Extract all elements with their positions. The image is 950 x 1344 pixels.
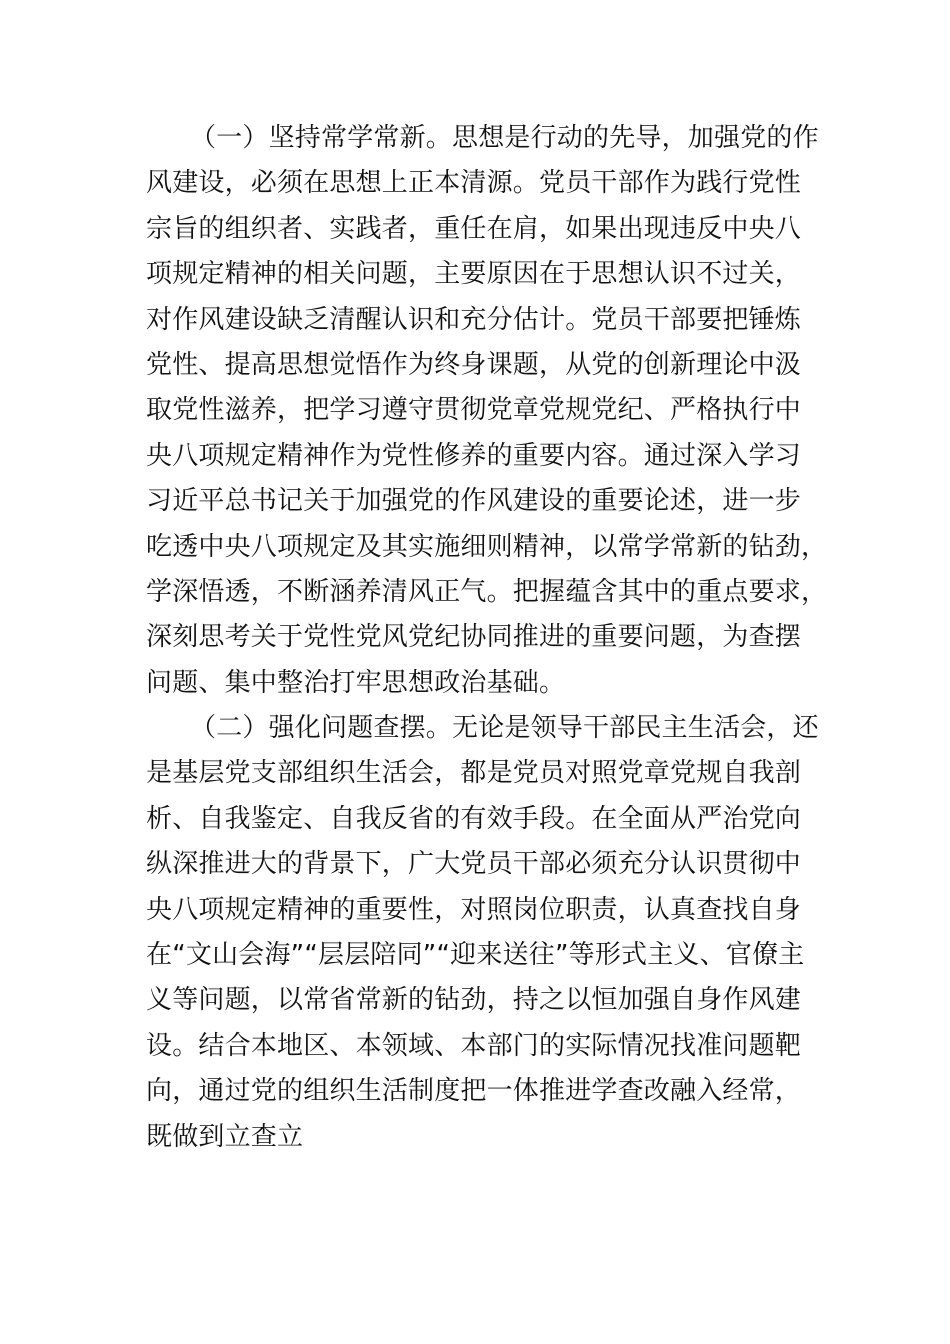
text-line: 央八项规定精神的重要性，对照岗位职责，认真查找自身 xyxy=(146,894,802,925)
text-line: 对作风建设缺乏清醒认识和充分估计。党员干部要把锤炼 xyxy=(146,304,802,335)
paragraph-2 xyxy=(146,706,819,1160)
text-line: 义等问题，以常省常新的钻劲，持之以恒加强自身作风建 xyxy=(146,985,802,1016)
text-line: 项规定精神的相关问题，主要原因在于思想认识不过关， xyxy=(146,259,802,290)
text-line: 析、自我鉴定、自我反省的有效手段。在全面从严治党向 xyxy=(146,803,802,834)
text-line: 既做到立查立 xyxy=(146,1121,304,1152)
text-line: 向，通过党的组织生活制度把一体推进学查改融入经常， xyxy=(146,1076,802,1107)
text-line: 是基层党支部组织生活会，都是党员对照党章党规自我剖 xyxy=(146,758,802,789)
text-line: 纵深推进大的背景下，广大党员干部必须充分认识贯彻中 xyxy=(146,849,802,880)
text-line: （二）强化问题查摆。无论是领导干部民主生活会，还 xyxy=(190,713,819,744)
text-line: 深刻思考关于党性党风党纪协同推进的重要问题，为查摆 xyxy=(146,622,802,653)
text-line: 吃透中央八项规定及其实施细则精神，以常学常新的钻劲， xyxy=(146,531,828,562)
text-line: 在“文山会海”“层层陪同”“迎来送往”等形式主义、官僚主 xyxy=(146,940,805,971)
paragraph-1 xyxy=(146,116,828,706)
text-line: 学深悟透，不断涵养清风正气。把握蕴含其中的重点要求， xyxy=(146,576,828,607)
text-line: 习近平总书记关于加强党的作风建设的重要论述，进一步 xyxy=(146,486,802,517)
text-line: 问题、集中整治打牢思想政治基础。 xyxy=(146,667,566,698)
text-line: 取党性滋养，把学习遵守贯彻党章党规党纪、严格执行中 xyxy=(146,395,802,426)
text-line: 宗旨的组织者、实践者，重任在肩，如果出现违反中央八 xyxy=(146,213,802,244)
document-body xyxy=(146,116,828,1160)
text-line: 央八项规定精神作为党性修养的重要内容。通过深入学习 xyxy=(146,440,802,471)
text-line: 设。结合本地区、本领域、本部门的实际情况找准问题靶 xyxy=(146,1030,802,1061)
text-line: 风建设，必须在思想上正本清源。党员干部作为践行党性 xyxy=(146,168,802,199)
text-line: （一）坚持常学常新。思想是行动的先导，加强党的作 xyxy=(190,123,819,153)
text-line: 党性、提高思想觉悟作为终身课题，从党的创新理论中汲 xyxy=(146,349,802,380)
